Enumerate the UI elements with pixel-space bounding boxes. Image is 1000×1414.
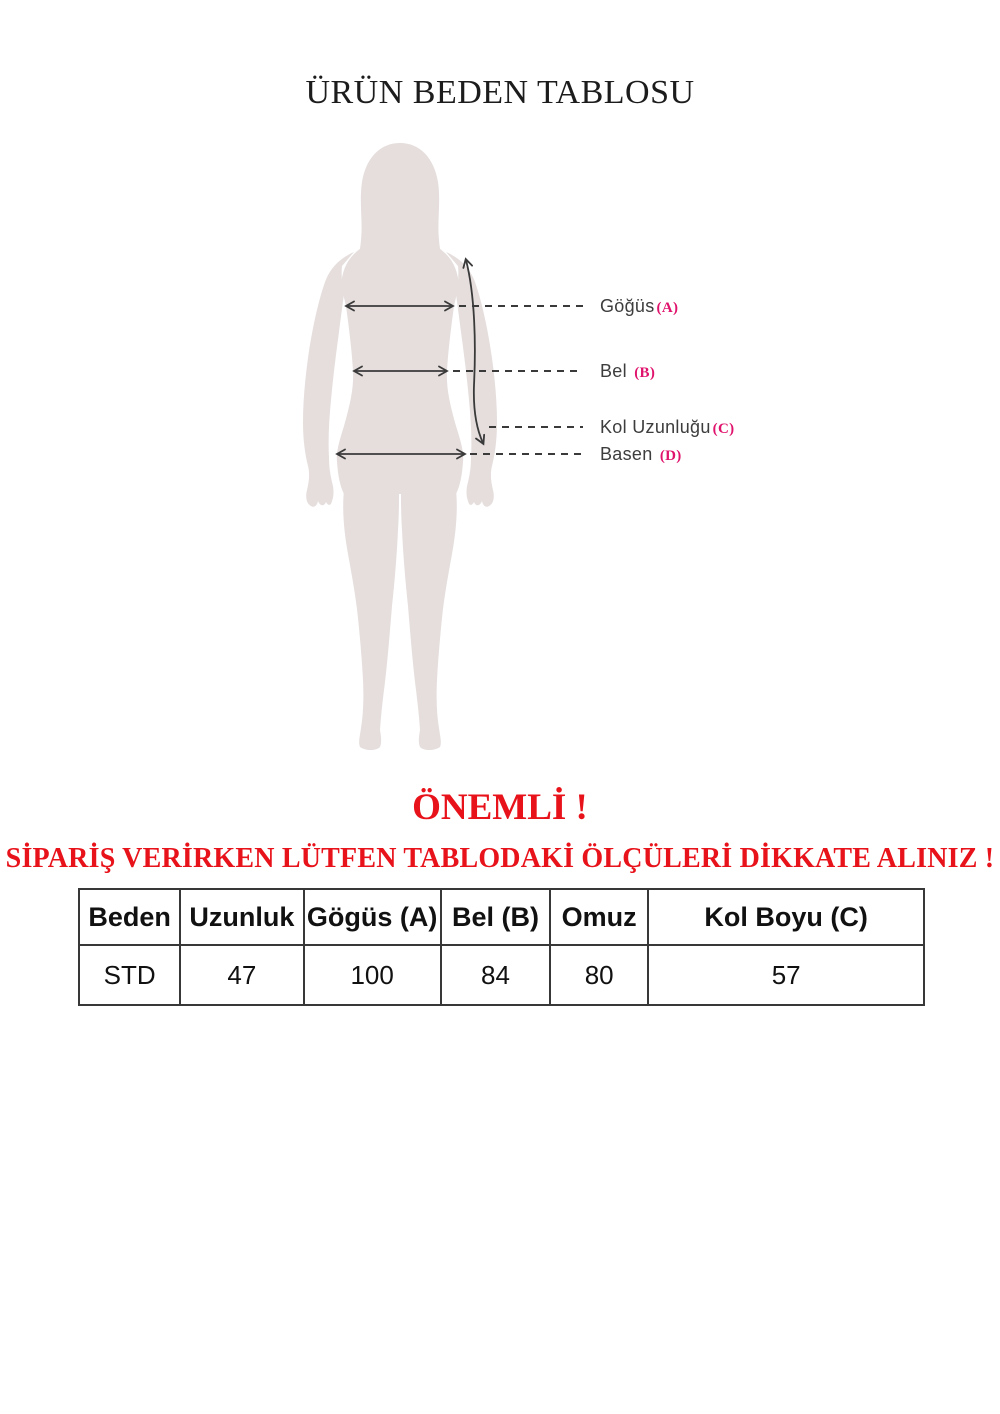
header-gogus: Gögüs (A) (304, 889, 441, 945)
silhouette-right-leg (401, 486, 457, 750)
label-waist-marker: (B) (634, 365, 656, 381)
label-hip-text: Basen (600, 444, 653, 464)
page-title: ÜRÜN BEDEN TABLOSU (305, 74, 695, 111)
header-bel: Bel (B) (441, 889, 550, 945)
silhouette-torso (337, 236, 463, 494)
cell-gogus: 100 (304, 945, 441, 1005)
label-chest (600, 295, 678, 317)
label-waist-text: Bel (600, 361, 627, 381)
header-beden: Beden (79, 889, 180, 945)
measurement-diagram (300, 140, 770, 760)
cell-bel: 84 (441, 945, 550, 1005)
label-chest-text: Göğüs (600, 296, 655, 316)
size-table-header-row (79, 889, 924, 945)
silhouette-left-leg (343, 486, 399, 750)
cell-uzunluk: 47 (180, 945, 303, 1005)
label-hip (600, 443, 682, 465)
header-uzunluk: Uzunluk (180, 889, 303, 945)
cell-kol-boyu: 57 (648, 945, 924, 1005)
body-silhouette-figure (300, 140, 600, 760)
size-table (78, 888, 925, 1006)
label-arm-length (600, 416, 734, 438)
header-omuz: Omuz (550, 889, 648, 945)
label-waist (600, 360, 655, 382)
size-table-row-std (79, 945, 924, 1005)
woman-silhouette (303, 143, 497, 750)
cell-beden: STD (79, 945, 180, 1005)
label-arm-length-text: Kol Uzunluğu (600, 417, 711, 437)
important-heading: ÖNEMLİ ! (412, 787, 588, 828)
label-chest-marker: (A) (656, 300, 679, 316)
label-hip-marker: (D) (659, 448, 682, 464)
label-arm-length-marker: (C) (712, 421, 735, 437)
header-kol-boyu: Kol Boyu (C) (648, 889, 924, 945)
warning-text: SİPARİŞ VERİRKEN LÜTFEN TABLODAKİ ÖLÇÜLERİ DİKKATE ALINIZ ! (5, 843, 995, 874)
cell-omuz: 80 (550, 945, 648, 1005)
